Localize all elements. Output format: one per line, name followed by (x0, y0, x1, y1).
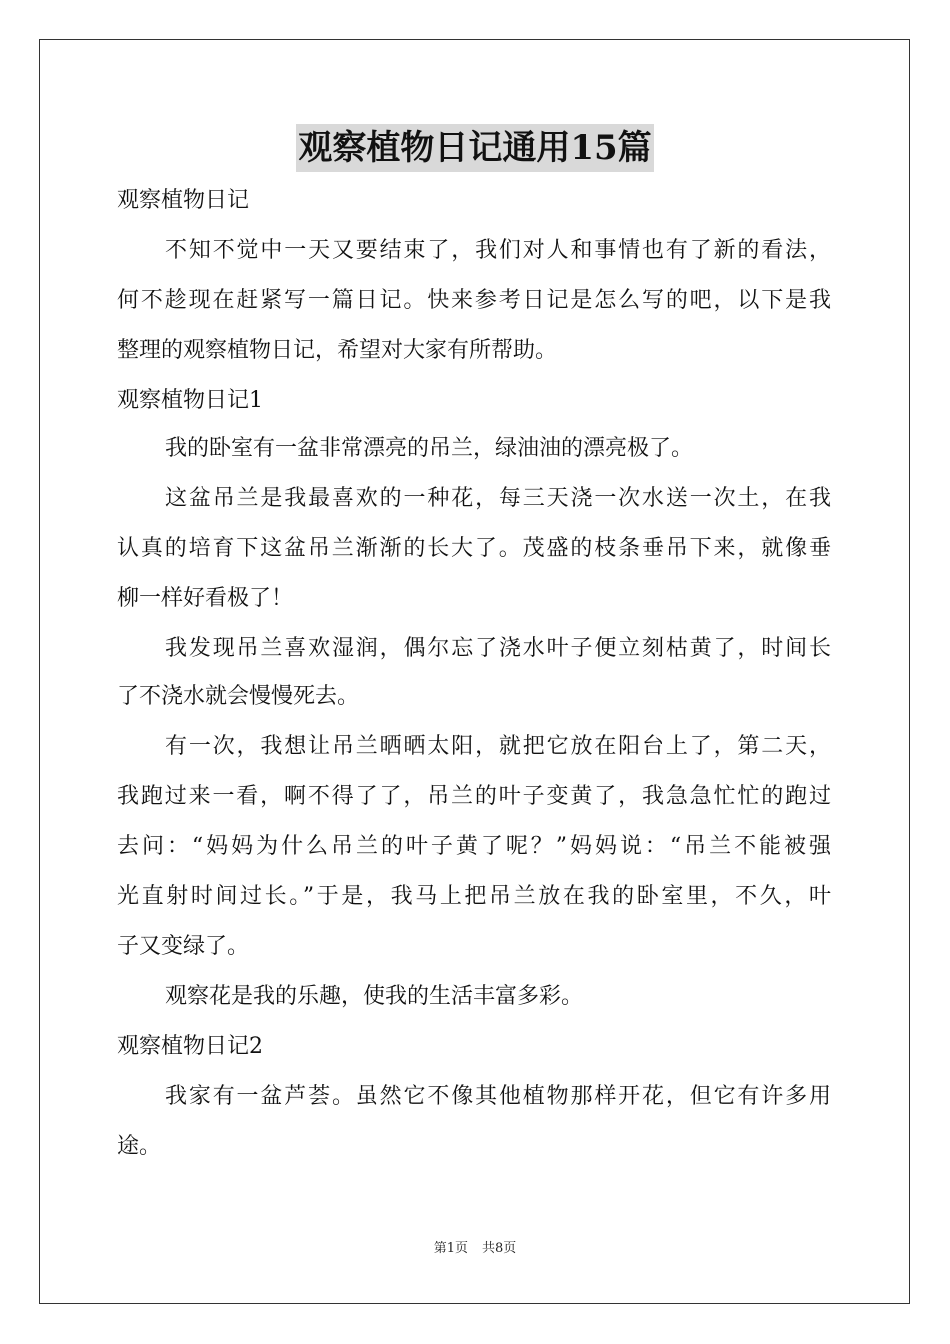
text-line: 去问：“妈妈为什么吊兰的叶子黄了呢？”妈妈说：“吊兰不能被强 (117, 834, 831, 859)
text-line: 我的卧室有一盆非常漂亮的吊兰，绿油油的漂亮极了。 (165, 436, 694, 461)
title-container (0, 124, 950, 172)
page-number: 第1页 (433, 1241, 468, 1256)
text-line: 整理的观察植物日记，希望对大家有所帮助。 (117, 338, 558, 363)
text-line: 我跑过来一看，啊不得了了，吊兰的叶子变黄了，我急急忙忙的跑过 (117, 784, 831, 809)
text-line: 观察植物日记2 (117, 1034, 263, 1059)
text-line: 这盆吊兰是我最喜欢的一种花，每三天浇一次水送一次土，在我 (165, 486, 831, 511)
text-line: 何不趁现在赶紧写一篇日记。快来参考日记是怎么写的吧，以下是我 (117, 288, 831, 313)
text-line: 认真的培育下这盆吊兰渐渐的长大了。茂盛的枝条垂吊下来，就像垂 (117, 536, 831, 561)
page-footer (0, 1240, 950, 1258)
text-line: 途。 (117, 1134, 162, 1159)
text-line: 观察植物日记 (117, 188, 250, 213)
text-line: 观察花是我的乐趣，使我的生活丰富多彩。 (165, 984, 584, 1009)
text-line: 我发现吊兰喜欢湿润，偶尔忘了浇水叶子便立刻枯黄了，时间长 (165, 636, 831, 661)
text-line: 观察植物日记1 (117, 388, 263, 413)
text-line: 柳一样好看极了！ (117, 586, 294, 611)
page-total: 共8页 (482, 1241, 517, 1256)
text-line: 我家有一盆芦荟。虽然它不像其他植物那样开花，但它有许多用 (165, 1084, 831, 1109)
text-line: 子又变绿了。 (117, 934, 250, 959)
text-line: 不知不觉中一天又要结束了，我们对人和事情也有了新的看法， (165, 238, 831, 263)
text-line: 有一次，我想让吊兰晒晒太阳，就把它放在阳台上了，第二天， (165, 734, 831, 759)
page-border (39, 39, 910, 1304)
document-title: 观察植物日记通用15篇 (296, 124, 653, 172)
text-line: 了不浇水就会慢慢死去。 (117, 684, 360, 709)
text-line: 光直射时间过长。”于是，我马上把吊兰放在我的卧室里，不久，叶 (117, 884, 831, 909)
